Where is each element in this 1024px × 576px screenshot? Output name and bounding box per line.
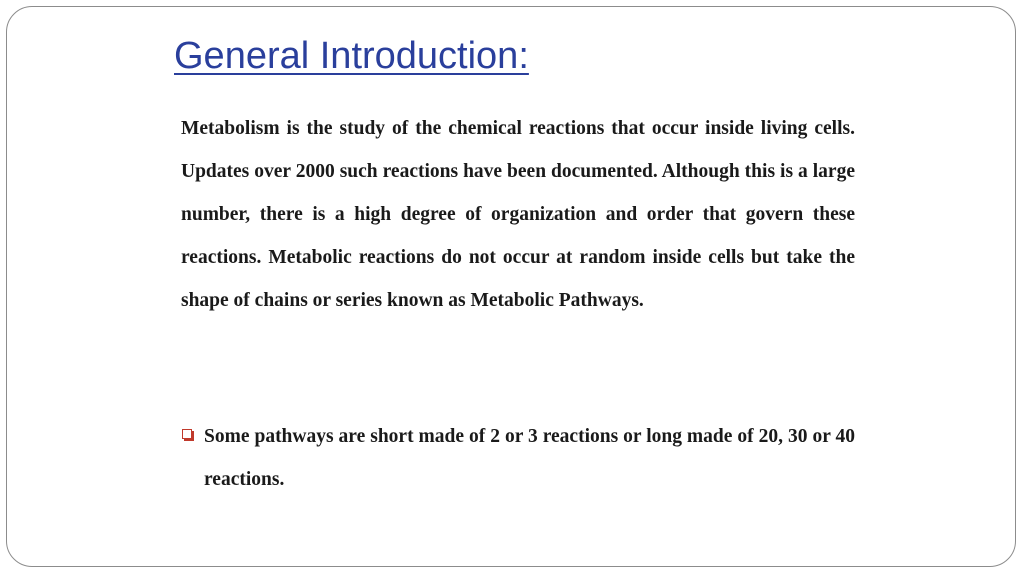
- checkbox-bullet-icon: [181, 415, 196, 458]
- bullet-text: Some pathways are short made of 2 or 3 reactions or long made of 20, 30 or 40 reactions.: [204, 426, 855, 490]
- intro-paragraph: Metabolism is the study of the chemical reactions that occur inside living cells. Updates over 2000 such reactions have been documented. Although this is a large number, there is a high degree of organization and order that govern these reactions. Metabolic reactions do not occur at random inside cells but take the shape of chains or series known as Metabolic Pathways.: [181, 118, 855, 311]
- bullet-item: [181, 415, 855, 501]
- slide-title: General Introduction:: [174, 35, 529, 77]
